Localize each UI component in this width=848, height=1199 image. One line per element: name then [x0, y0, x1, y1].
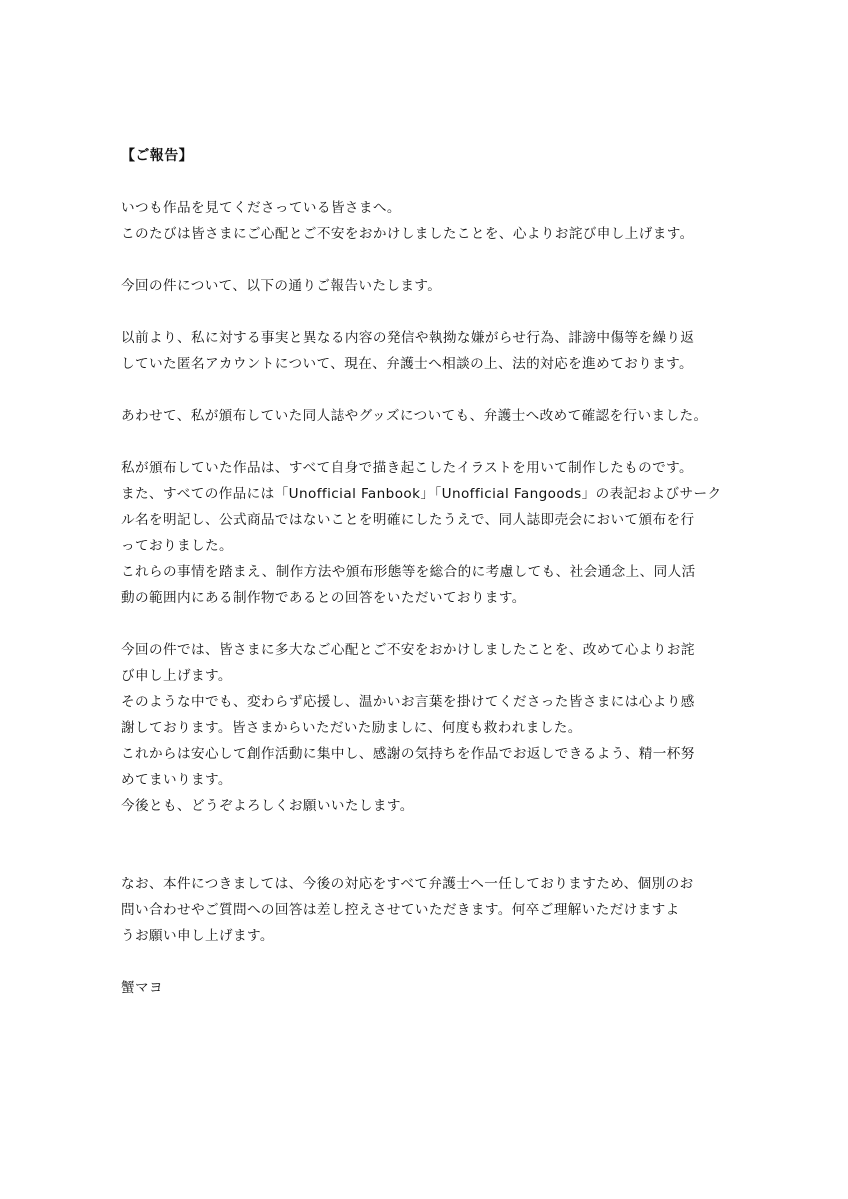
text-line: 今回の件では、皆さまに多大なご心配とご不安をおかけしましたことを、改めて心よりお詫: [121, 642, 695, 658]
spacer: [121, 169, 741, 195]
text-line: 今後とも、どうぞよろしくお願いいたします。: [121, 798, 414, 814]
paragraph-confirmation: [121, 403, 741, 429]
paragraph-apology-thanks: [121, 637, 741, 819]
spacer: [121, 299, 741, 325]
document-title: 【ご報告】: [121, 148, 193, 164]
paragraph-legal-action: [121, 325, 741, 377]
text-line: なお、本件につきましては、今後の対応をすべて弁護士へ一任しておりますため、個別のお: [121, 876, 694, 892]
text-line: び申し上げます。: [121, 668, 232, 684]
text-line: うお願い申し上げます。: [121, 928, 274, 944]
text-line: あわせて、私が頒布していた同人誌やグッズについても、弁護士へ改めて確認を行いました。: [121, 408, 708, 424]
text-line: めてまいります。: [121, 772, 232, 788]
text-line: いつも作品を見てくださっている皆さまへ。: [121, 200, 401, 216]
spacer: [121, 247, 741, 273]
text-line: 以前より、私に対する事実と異なる内容の発信や執拗な嫌がらせ行為、誹謗中傷等を繰り返: [121, 330, 695, 346]
spacer: [121, 429, 741, 455]
spacer: [121, 377, 741, 403]
paragraph-greeting: [121, 195, 741, 247]
paragraph-intro: [121, 273, 741, 299]
statement-document: [121, 143, 741, 1001]
text-line: していた匿名アカウントについて、現在、弁護士へ相談の上、法的対応を進めております。: [121, 356, 693, 372]
paragraph-inquiries-notice: [121, 871, 741, 949]
paragraph-works-details: [121, 455, 741, 611]
spacer: [121, 819, 741, 871]
text-line: これらの事情を踏まえ、制作方法や頒布形態等を総合的に考慮しても、社会通念上、同人活: [121, 564, 696, 580]
spacer: [121, 949, 741, 975]
text-line: 問い合わせやご質問への回答は差し控えさせていただきます。何卒ご理解いただけますよ: [121, 902, 680, 918]
text-line: っておりました。: [121, 538, 233, 554]
text-line: このたびは皆さまにご心配とご不安をおかけしましたことを、心よりお詫び申し上げます。: [121, 226, 694, 242]
text-line: 今回の件について、以下の通りご報告いたします。: [121, 278, 442, 294]
signature: 蟹マヨ: [121, 980, 163, 996]
text-line: ル名を明記し、公式商品ではないことを明確にしたうえで、同人誌即売会において頒布を行: [121, 512, 695, 528]
text-line: 私が頒布していた作品は、すべて自身で描き起こしたイラストを用いて制作したものです。: [121, 460, 693, 476]
text-line: 動の範囲内にある制作物であるとの回答をいただいております。: [121, 590, 526, 606]
spacer: [121, 611, 741, 637]
text-line: 謝しております。皆さまからいただいた励ましに、何度も救われました。: [121, 720, 582, 736]
text-line: また、すべての作品には「Unofficial Fanbook」「Unofficial Fangoods」の表記およびサーク: [121, 486, 722, 502]
text-line: そのような中でも、変わらず応援し、温かいお言葉を掛けてくださった皆さまには心より感: [121, 694, 695, 710]
text-line: これからは安心して創作活動に集中し、感謝の気持ちを作品でお返しできるよう、精一杯努: [121, 746, 695, 762]
